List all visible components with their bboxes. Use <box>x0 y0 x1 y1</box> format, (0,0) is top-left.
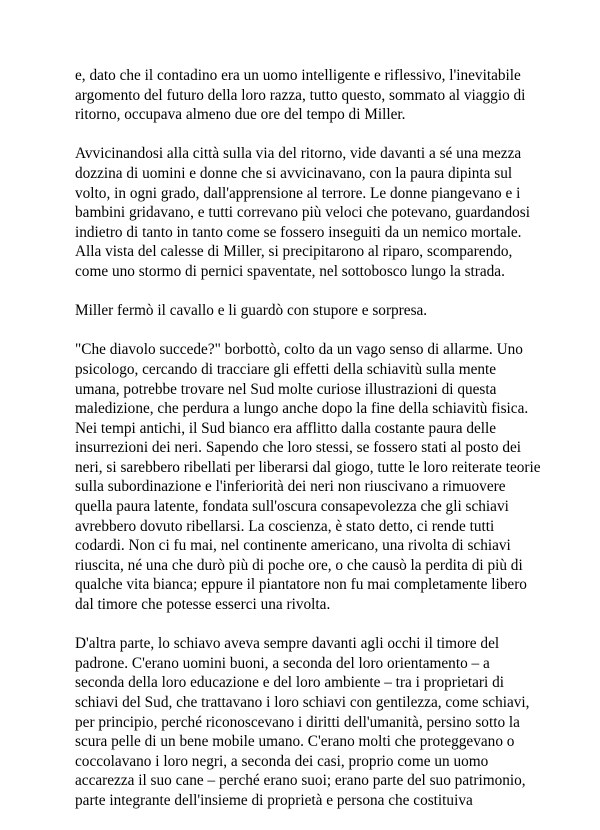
text-line: e, dato che il contadino era un uomo intelligente e riflessivo, l'inevitabile <box>75 67 521 84</box>
text-line: psicologo, cercando di tracciare gli effetti della schiavitù sulla mente <box>75 360 497 378</box>
text-line: Alla vista del calesse di Miller, si precipitarono al riparo, scomparendo, <box>75 243 513 261</box>
paragraph-4 <box>75 340 545 614</box>
text-line: bambini gridavano, e tutti correvano più veloci che potevano, guardandosi <box>75 204 530 222</box>
text-line: dal timore che potesse esserci una rivolta. <box>75 596 331 614</box>
text-line: parte integrante dell'insieme di proprietà e persona che costituiva <box>75 791 473 809</box>
text-line: coccolavano i loro negri, a seconda dei casi, proprio come un uomo <box>75 752 489 770</box>
text-line: dozzina di uomini e donne che si avvicinavano, con la paura dipinta sul <box>75 164 513 182</box>
text-line: come uno stormo di pernici spaventate, nel sottobosco lungo la strada. <box>75 262 505 280</box>
text-line: argomento del futuro della loro razza, tutto questo, sommato al viaggio di <box>75 86 526 104</box>
text-line: indietro di tanto in tanto come se fossero inseguiti da un nemico mortale. <box>75 223 522 241</box>
text-line: "Che diavolo succede?" borbottò, colto da un vago senso di allarme. Uno <box>75 341 523 359</box>
text-line: per principio, perché riconoscevano i diritti dell'umanità, persino sotto la <box>75 713 520 731</box>
text-line: Miller fermò il cavallo e li guardò con stupore e sorpresa. <box>75 302 428 320</box>
paragraph-5 <box>75 634 545 810</box>
text-line: volto, in ogni grado, dall'apprensione al terrore. Le donne piangevano e i <box>75 184 521 202</box>
text-line: scura pelle di un bene mobile umano. C'erano molti che proteggevano o <box>75 733 515 751</box>
text-line: umana, potrebbe trovare nel Sud molte curiose illustrazioni di questa <box>75 380 497 398</box>
text-line: qualche vita bianca; eppure il piantatore non fu mai completamente libero <box>75 576 527 594</box>
text-line: accarezza il suo cane – perché erano suoi; erano parte del suo patrimonio, <box>75 772 526 790</box>
text-line: sulla subordinazione e l'inferiorità dei neri non riuscivano a rimuovere <box>75 478 506 496</box>
text-line: insurrezioni dei neri. Sapendo che loro stessi, se fossero stati al posto dei <box>75 439 522 457</box>
text-line: seconda della loro educazione e del loro ambiente – tra i proprietari di <box>75 674 504 692</box>
text-line: ritorno, occupava almeno due ore del tempo di Miller. <box>75 106 406 124</box>
paragraph-3 <box>75 301 545 321</box>
paragraph-2 <box>75 144 545 281</box>
text-line: schiavi del Sud, che trattavano i loro schiavi con gentilezza, come schiavi, <box>75 694 530 711</box>
text-line: neri, si sarebbero ribellati per liberarsi dal giogo, tutte le loro reiterate teorie <box>75 458 541 476</box>
text-line: avrebbero dovuto ribellarsi. La coscienza, è stato detto, ci rende tutti <box>75 517 495 535</box>
text-line: padrone. C'erano uomini buoni, a seconda del loro orientamento – a <box>75 654 490 672</box>
text-line: Avvicinandosi alla città sulla via del ritorno, vide davanti a sé una mezza <box>75 145 522 163</box>
paragraph-1 <box>75 66 545 125</box>
text-line: maledizione, che perdura a lungo anche dopo la fine della schiavitù fisica. <box>75 400 529 418</box>
text-line: quella paura latente, fondata sull'oscura consapevolezza che gli schiavi <box>75 498 509 516</box>
text-line: Nei tempi antichi, il Sud bianco era afflitto dalla costante paura delle <box>75 419 497 437</box>
text-line: riuscita, né una che durò più di poche ore, o che causò la perdita di più di <box>75 556 523 574</box>
body-text <box>75 66 545 830</box>
text-line: D'altra parte, lo schiavo aveva sempre davanti agli occhi il timore del <box>75 635 500 653</box>
text-line: codardi. Non ci fu mai, nel continente americano, una rivolta di schiavi <box>75 537 511 555</box>
